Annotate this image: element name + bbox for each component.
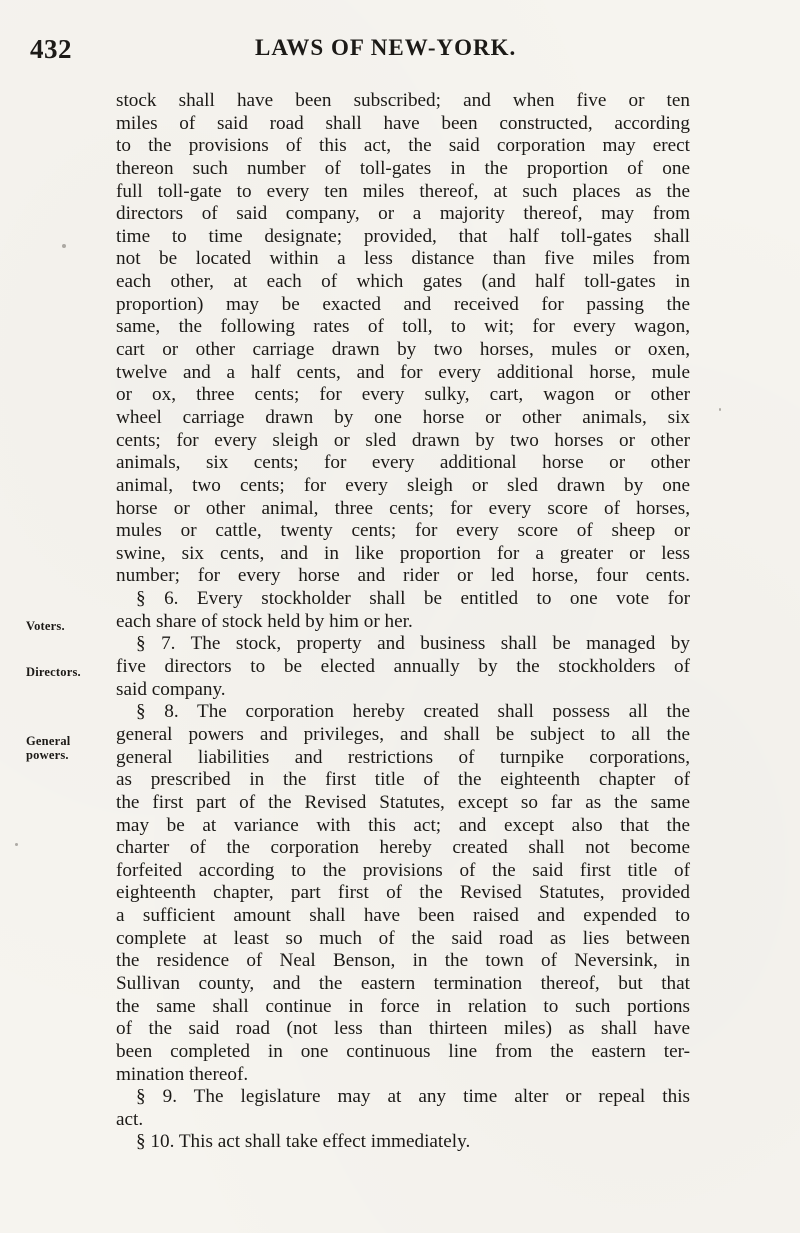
margin-note-general-powers [26, 734, 70, 762]
text-line: Sullivan county, and the eastern termination thereof, but that [116, 972, 690, 994]
text-line: eighteenth chapter, part first of the Revised Statutes, provided [116, 882, 690, 904]
ink-speck [62, 244, 66, 248]
margin-note-general-line2: powers. [26, 748, 69, 762]
text-line: swine, six cents, and in like proportion for a greater or less [116, 542, 690, 564]
margin-note-voters: Voters. [26, 619, 65, 633]
text-line: twelve and a half cents, and for every additional horse, mule [116, 361, 690, 383]
text-line: a sufficient amount shall have been raised and expended to [116, 905, 690, 927]
text-line: miles of said road shall have been constructed, according [116, 112, 690, 134]
text-line: animal, two cents; for every sleigh or sled drawn by one [116, 474, 690, 496]
text-line: animals, six cents; for every additional horse or other [116, 452, 690, 474]
text-line: the first part of the Revised Statutes, except so far as the same [116, 791, 690, 813]
text-line: to the provisions of this act, the said corporation may erect [116, 135, 690, 157]
ink-speck [15, 843, 18, 846]
text-line: said company. [116, 678, 226, 700]
section-8-line: § 8. The corporation hereby created shall possess all the [136, 701, 690, 723]
bleed-through-mark [14, 312, 109, 324]
text-line: each other, at each of which gates (and half toll-gates in [116, 271, 690, 293]
text-line: cents; for every sleigh or sled drawn by two horses or other [116, 429, 690, 451]
text-line: as prescribed in the first title of the eighteenth chapter of [116, 769, 690, 791]
margin-note-directors: Directors. [26, 665, 81, 679]
text-line: thereon such number of toll-gates in the proportion of one [116, 157, 690, 179]
text-line: not be located within a less distance than five miles from [116, 248, 690, 270]
text-line: general liabilities and restrictions of turnpike corporations, [116, 746, 690, 768]
text-line: or ox, three cents; for every sulky, cart, wagon or other [116, 384, 690, 406]
text-line: horse or other animal, three cents; for every score of horses, [116, 497, 690, 519]
text-line: mules or cattle, twenty cents; for every score of sheep or [116, 520, 690, 542]
margin-note-general-line1: General [26, 734, 71, 748]
text-line: forfeited according to the provisions of the said first title of [116, 859, 690, 881]
text-line: the residence of Neal Benson, in the town of Neversink, in [116, 950, 690, 972]
text-line: mination thereof. [116, 1063, 249, 1085]
running-head: LAWS OF NEW-YORK. [255, 35, 517, 60]
text-line: the same shall continue in force in relation to such portions [116, 995, 690, 1017]
text-line: time to time designate; provided, that half toll-gates shall [116, 225, 690, 247]
text-line: wheel carriage drawn by one horse or other animals, six [116, 406, 690, 428]
section-9-line: § 9. The legislature may at any time alter or repeal this [136, 1086, 690, 1108]
ink-speck [719, 408, 721, 411]
text-line: same, the following rates of toll, to wit; for every wagon, [116, 316, 690, 338]
text-line: proportion) may be exacted and received for passing the [116, 293, 690, 315]
text-line: act. [116, 1108, 144, 1130]
text-line: full toll-gate to every ten miles thereof, at such places as the [116, 180, 690, 202]
text-line: may be at variance with this act; and except also that the [116, 814, 690, 836]
text-line: stock shall have been subscribed; and when five or ten [116, 90, 690, 111]
text-line: been completed in one continuous line from the eastern ter- [116, 1040, 690, 1062]
statute-body-text [116, 90, 690, 1154]
text-line: general powers and privileges, and shall be subject to all the [116, 723, 690, 745]
section-6-line: § 6. Every stockholder shall be entitled to one vote for [136, 588, 690, 610]
text-line: number; for every horse and rider or led horse, four cents. [116, 565, 690, 587]
page-number: 432 [30, 34, 72, 64]
text-line: each share of stock held by him or her. [116, 610, 413, 632]
section-10-line: § 10. This act shall take effect immediately. [136, 1131, 471, 1153]
text-line: complete at least so much of the said road as lies between [116, 927, 690, 949]
section-7-line: § 7. The stock, property and business shall be managed by [136, 633, 690, 655]
text-line: five directors to be elected annually by the stockholders of [116, 656, 690, 678]
text-line: of the said road (not less than thirteen miles) as shall have [116, 1018, 690, 1040]
text-line: cart or other carriage drawn by two horses, mules or oxen, [116, 339, 690, 361]
text-line: directors of said company, or a majority thereof, may from [116, 203, 690, 225]
text-line: charter of the corporation hereby created shall not become [116, 837, 690, 859]
